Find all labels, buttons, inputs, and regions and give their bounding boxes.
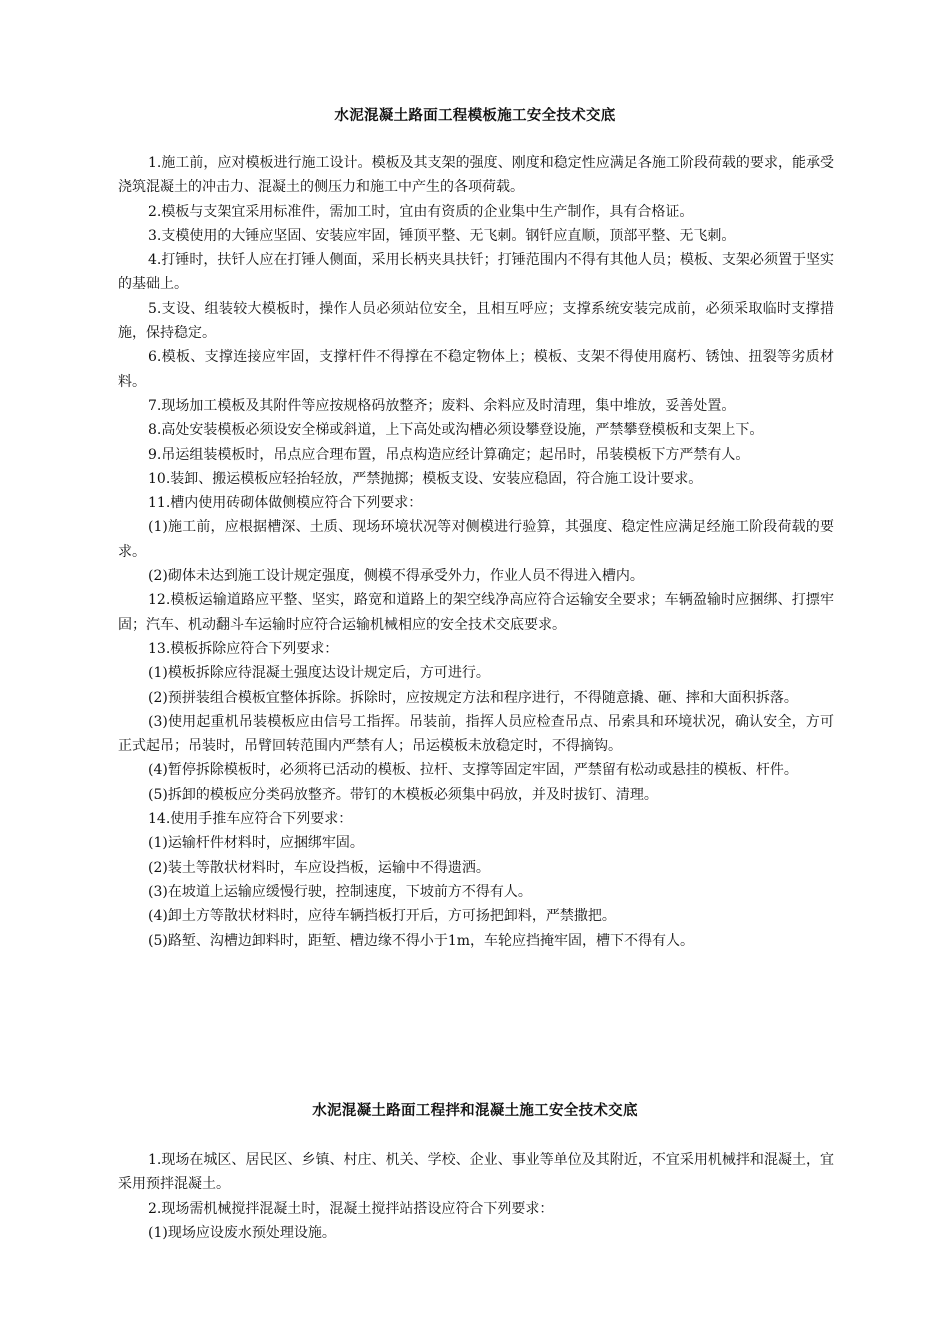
paragraph: 7.现场加工模板及其附件等应按规格码放整齐；废料、余料应及时清理，集中堆放，妥善处置。 xyxy=(148,397,736,414)
paragraph: 1.施工前，应对模板进行施工设计。模板及其支架的强度、刚度和稳定性应满足各施工阶段荷载的要求，能承受浇筑混凝土的冲击力、混凝土的侧压力和施工中产生的各项荷载。 xyxy=(118,155,834,196)
paragraph: 1.现场在城区、居民区、乡镇、村庄、机关、学校、企业、事业等单位及其附近，不宜采用机械拌和混凝土，宜采用预拌混凝土。 xyxy=(118,1152,834,1193)
paragraph: 10.装卸、搬运模板应轻抬轻放，严禁抛掷；模板支设、安装应稳固，符合施工设计要求。 xyxy=(148,470,703,487)
paragraph: (1)现场应设废水预处理设施。 xyxy=(148,1224,336,1241)
section-1-title: 水泥混凝土路面工程模板施工安全技术交底 xyxy=(334,108,616,124)
paragraph: (5)路堑、沟槽边卸料时，距堑、槽边缘不得小于1m，车轮应挡掩牢固，槽下不得有人。 xyxy=(148,932,695,949)
paragraph: (4)暂停拆除模板时，必须将已活动的模板、拉杆、支撑等固定牢固，严禁留有松动或悬挂的模板、杆件。 xyxy=(148,762,798,779)
paragraph: (5)拆卸的模板应分类码放整齐。带钉的木模板必须集中码放，并及时拔钉、清理。 xyxy=(148,786,658,803)
paragraph: 6.模板、支撑连接应牢固，支撑杆件不得撑在不稳定物体上；模板、支架不得使用腐朽、锈蚀、扭裂等劣质材料。 xyxy=(118,349,834,390)
paragraph: 14.使用手推车应符合下列要求： xyxy=(148,811,353,828)
paragraph: 11.槽内使用砖砌体做侧模应符合下列要求： xyxy=(148,495,423,512)
paragraph: 4.打锤时，扶钎人应在打锤人侧面，采用长柄夹具扶钎；打锤范围内不得有其他人员；模板、支架必须置于坚实的基础上。 xyxy=(118,252,834,293)
paragraph: (3)使用起重机吊装模板应由信号工指挥。吊装前，指挥人员应检查吊点、吊索具和环境状况，确认安全，方可正式起吊；吊装时，吊臂回转范围内严禁有人；吊运模板未放稳定时，不得摘钩。 xyxy=(118,713,834,755)
section-2-title: 水泥混凝土路面工程拌和混凝土施工安全技术交底 xyxy=(312,1103,638,1119)
paragraph: 12.模板运输道路应平整、坚实，路宽和道路上的架空线净高应符合运输安全要求；车辆盈输时应捆绑、打摽牢固；汽车、机动翻斗车运输时应符合运输机械相应的安全技术交底要求。 xyxy=(118,592,834,633)
paragraph: (3)在坡道上运输应缓慢行驶，控制速度，下坡前方不得有人。 xyxy=(148,883,532,900)
paragraph: 2.模板与支架宜采用标准件，需加工时，宜由有资质的企业集中生产制作，具有合格证。 xyxy=(148,203,694,220)
paragraph: 13.模板拆除应符合下列要求： xyxy=(148,640,339,657)
paragraph: 3.支模使用的大锤应坚固、安装应牢固，锤顶平整、无飞刺。钢钎应直顺，顶部平整、无飞刺。 xyxy=(148,227,736,244)
paragraph: (1)模板拆除应待混凝土强度达设计规定后，方可进行。 xyxy=(148,665,490,682)
paragraph: 5.支设、组装较大模板时，操作人员必须站位安全，且相互呼应；支撑系统安装完成前，必须采取临时支撑措施，保持稳定。 xyxy=(118,300,834,342)
paragraph: 2.现场需机械搅拌混凝土时，混凝土搅拌站搭设应符合下列要求： xyxy=(148,1200,554,1217)
paragraph: 8.高处安装模板必须设安全梯或斜道，上下高处或沟槽必须设攀登设施，严禁攀登模板和支架上下。 xyxy=(148,422,764,439)
paragraph: (2)砌体未达到施工设计规定强度，侧模不得承受外力，作业人员不得进入槽内。 xyxy=(148,568,644,585)
paragraph: (2)装土等散状材料时，车应设挡板，运输中不得遗洒。 xyxy=(148,859,490,876)
paragraph: (4)卸土方等散状材料时，应待车辆挡板打开后，方可扬把卸料，严禁撒把。 xyxy=(148,908,616,925)
paragraph: 9.吊运组装模板时，吊点应合理布置，吊点构造应经计算确定；起吊时，吊装模板下方严禁有人。 xyxy=(148,446,750,463)
section-1-body xyxy=(118,151,834,953)
paragraph: (1)施工前，应根据槽深、土质、现场环境状况等对侧模进行验算，其强度、稳定性应满足经施工阶段荷载的要求。 xyxy=(118,519,834,560)
section-2-body xyxy=(118,1148,834,1245)
paragraph: (2)预拼装组合模板宜整体拆除。拆除时，应按规定方法和程序进行，不得随意撬、砸、摔和大面积拆落。 xyxy=(148,689,798,706)
paragraph: (1)运输杆件材料时，应捆绑牢固。 xyxy=(148,835,364,852)
